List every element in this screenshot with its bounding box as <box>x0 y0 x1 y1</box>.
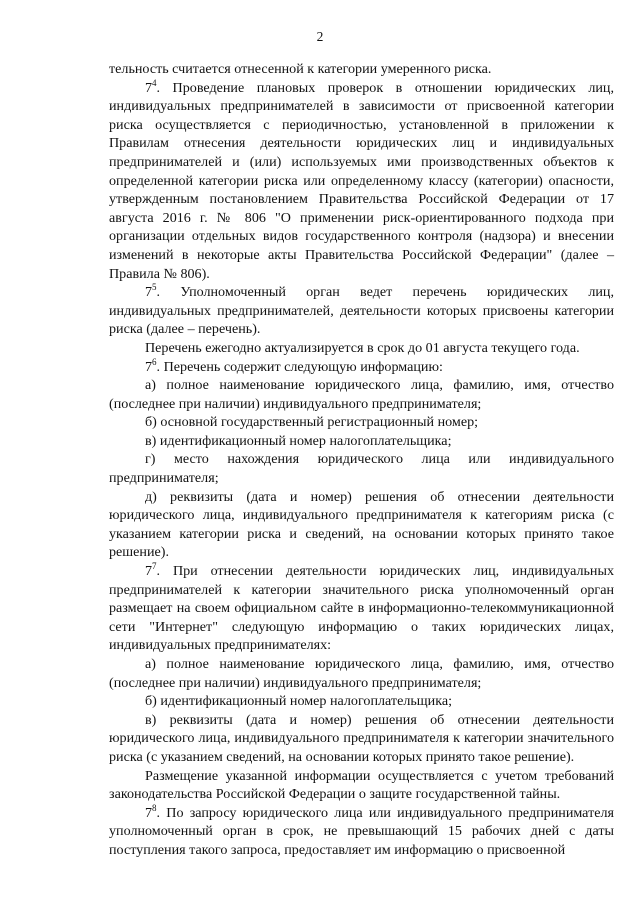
paragraph-text: в) идентификационный номер налогоплательщика; <box>145 432 452 449</box>
paragraph-7-4 <box>109 79 614 284</box>
paragraph-7-5 <box>109 283 614 339</box>
paragraph-text: б) идентификационный номер налогоплательщика; <box>145 693 452 710</box>
paragraph-list-update <box>109 339 614 358</box>
paragraph-text: Размещение указанной информации осуществляется с учетом требований законодательства Российской Федерации о защите государственной тайны. <box>109 767 614 803</box>
clause-number: 7 <box>145 358 153 375</box>
clause-number: 7 <box>145 284 153 301</box>
list-item-d <box>109 488 614 562</box>
clause-number: 7 <box>145 563 153 580</box>
paragraph-7-6 <box>109 358 614 377</box>
paragraph-7-7 <box>109 562 614 655</box>
paragraph-text: тельность считается отнесенной к категории умеренного риска. <box>109 61 492 77</box>
list-item-b <box>109 692 614 711</box>
page-number: 2 <box>316 29 324 44</box>
paragraph-text: в) реквизиты (дата и номер) решения об отнесении деятельности юридического лица, индивидуального предпринимателя к категории значительного риска (с указанием сведений, на основании которых принято такое решение). <box>109 711 614 765</box>
paragraph-text: б) основной государственный регистрационный номер; <box>145 414 479 431</box>
paragraph-text: . По запросу юридического лица или индивидуального предпринимателя уполномоченный орган в срок, не превышающий 15 рабочих дней с даты поступления такого запроса, предоставляет им информацию о присвоенной <box>109 804 614 858</box>
paragraph-text: . При отнесении деятельности юридических лиц, индивидуальных предпринимателей к категории значительного риска уполномоченный орган размещает на своем официальном сайте в информационно-телекоммуникационной сети "Интернет" следующую информацию о таких юридических лицах, индивидуальных предпринимателях: <box>109 563 614 654</box>
clause-number: 7 <box>145 79 153 96</box>
paragraph-text: . Уполномоченный орган ведет перечень юридических лиц, индивидуальных предпринимателей, деятельности которых присвоены категории риска (далее – перечень). <box>109 284 614 338</box>
clause-superscript: 8 <box>152 802 157 813</box>
paragraph-text: . Проведение плановых проверок в отношении юридических лиц, индивидуальных предпринимателей в зависимости от присвоенной категории риска осуществляется с периодичностью, установленной в приложении к Правилам отнесения деятельности юридических лиц и индивидуальных предпринимателей и (или) используемых ими производственных объектов к определенной категории риска или определенному классу (категории) опасности, утвержденным постановлением Правительства Российской Федерации от 17 августа 2016 г. № 806 "О применении риск-ориентированного подхода при организации отдельных видов государственного контроля (надзора) и внесении изменений в некоторые акты Правительства Российской Федерации" (далее – Правила № 806). <box>109 79 614 282</box>
list-item-g <box>109 450 614 487</box>
paragraph-text: д) реквизиты (дата и номер) решения об отнесении деятельности юридического лица, индивидуального предпринимателя к категориям риска (с указанием категории риска и сведений, на основании которых принято такое решение). <box>109 488 614 561</box>
clause-superscript: 7 <box>152 561 157 572</box>
list-item-b <box>109 413 614 432</box>
list-item-v <box>109 432 614 451</box>
paragraph-text: а) полное наименование юридического лица, фамилию, имя, отчество (последнее при наличии) индивидуального предпринимателя; <box>109 377 614 412</box>
list-item-a <box>109 376 614 413</box>
paragraph-text: Перечень ежегодно актуализируется в срок до 01 августа текущего года. <box>145 339 580 356</box>
clause-superscript: 6 <box>152 356 157 367</box>
paragraph-continuation <box>109 60 614 79</box>
document-body <box>109 60 614 860</box>
list-item-v <box>109 711 614 767</box>
paragraph-text: г) место нахождения юридического лица или индивидуального предпринимателя; <box>109 451 614 487</box>
paragraph-7-8 <box>109 804 614 860</box>
clause-superscript: 4 <box>152 77 157 88</box>
paragraph-text: а) полное наименование юридического лица, фамилию, имя, отчество (последнее при наличии) индивидуального предпринимателя; <box>109 656 614 691</box>
paragraph-publication <box>109 767 614 804</box>
clause-number: 7 <box>145 804 153 821</box>
paragraph-text: . Перечень содержит следующую информацию: <box>156 358 443 375</box>
clause-superscript: 5 <box>152 282 157 293</box>
list-item-a <box>109 655 614 692</box>
